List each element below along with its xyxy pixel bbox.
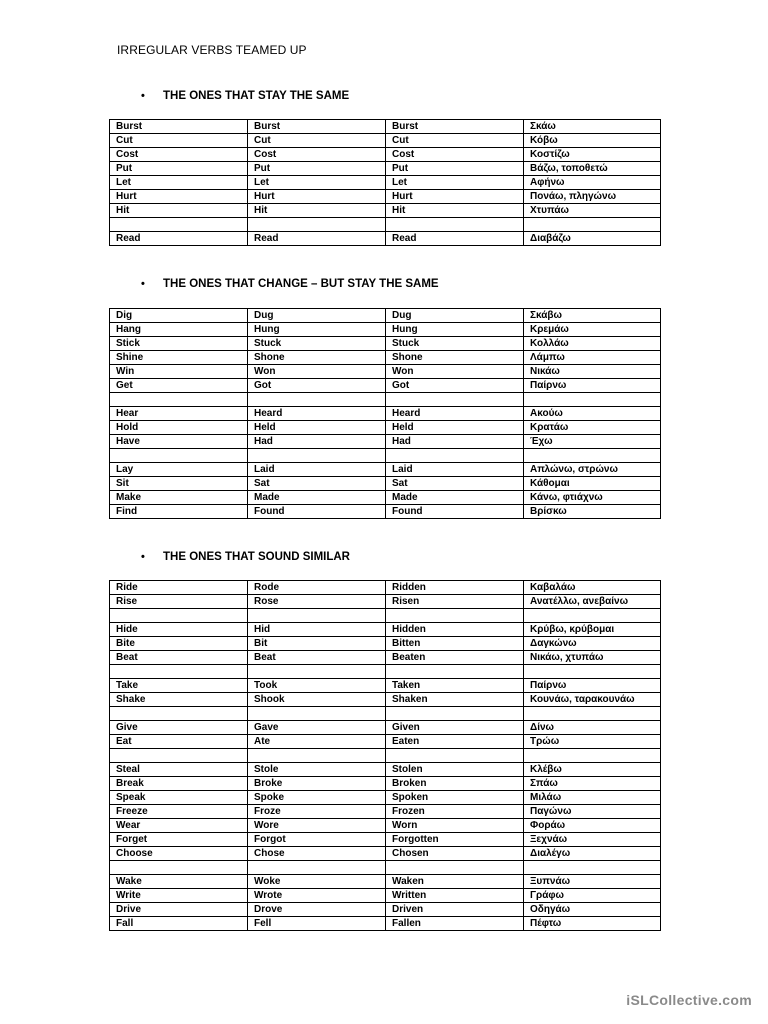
base-form-cell: Forget — [110, 833, 248, 847]
past-participle-cell — [386, 393, 524, 407]
translation-cell — [524, 218, 661, 232]
past-simple-cell: Ate — [248, 735, 386, 749]
table-row — [110, 623, 661, 637]
translation-cell: Απλώνω, στρώνω — [524, 463, 661, 477]
past-simple-cell: Drove — [248, 903, 386, 917]
base-form-cell: Make — [110, 491, 248, 505]
past-simple-cell: Shook — [248, 693, 386, 707]
table-row — [110, 875, 661, 889]
translation-cell: Παίρνω — [524, 379, 661, 393]
translation-cell: Πονάω, πληγώνω — [524, 190, 661, 204]
past-participle-cell — [386, 707, 524, 721]
base-form-cell: Sit — [110, 477, 248, 491]
past-simple-cell — [248, 393, 386, 407]
translation-cell: Κρατάω — [524, 421, 661, 435]
past-simple-cell: Hit — [248, 204, 386, 218]
table-row — [110, 176, 661, 190]
past-simple-cell — [248, 861, 386, 875]
past-simple-cell: Hung — [248, 323, 386, 337]
translation-cell: Κολλάω — [524, 337, 661, 351]
translation-cell: Διαλέγω — [524, 847, 661, 861]
section-heading-text: THE ONES THAT SOUND SIMILAR — [163, 551, 350, 563]
past-participle-cell: Ridden — [386, 581, 524, 595]
base-form-cell: Write — [110, 889, 248, 903]
translation-cell: Φοράω — [524, 819, 661, 833]
past-simple-cell: Hid — [248, 623, 386, 637]
base-form-cell — [110, 707, 248, 721]
table-row — [110, 337, 661, 351]
table-row — [110, 819, 661, 833]
document-title: IRREGULAR VERBS TEAMED UP — [117, 43, 307, 57]
base-form-cell: Hear — [110, 407, 248, 421]
past-participle-cell: Had — [386, 435, 524, 449]
translation-cell: Σκάω — [524, 120, 661, 134]
table-row — [110, 232, 661, 246]
past-simple-cell: Fell — [248, 917, 386, 931]
base-form-cell — [110, 861, 248, 875]
base-form-cell: Have — [110, 435, 248, 449]
past-participle-cell — [386, 218, 524, 232]
base-form-cell: Dig — [110, 309, 248, 323]
past-simple-cell: Spoke — [248, 791, 386, 805]
base-form-cell: Take — [110, 679, 248, 693]
table-row — [110, 421, 661, 435]
translation-cell: Νικάω — [524, 365, 661, 379]
past-participle-cell — [386, 749, 524, 763]
table-row — [110, 861, 661, 875]
past-participle-cell: Worn — [386, 819, 524, 833]
past-simple-cell: Heard — [248, 407, 386, 421]
past-simple-cell — [248, 665, 386, 679]
table-row — [110, 679, 661, 693]
translation-cell: Παίρνω — [524, 679, 661, 693]
table-row — [110, 595, 661, 609]
base-form-cell: Rise — [110, 595, 248, 609]
past-participle-cell: Frozen — [386, 805, 524, 819]
translation-cell: Δίνω — [524, 721, 661, 735]
translation-cell: Κρεμάω — [524, 323, 661, 337]
base-form-cell: Hurt — [110, 190, 248, 204]
bullet-icon: • — [141, 551, 145, 563]
table-row — [110, 463, 661, 477]
past-simple-cell: Beat — [248, 651, 386, 665]
past-participle-cell: Laid — [386, 463, 524, 477]
base-form-cell: Hide — [110, 623, 248, 637]
translation-cell: Ξυπνάω — [524, 875, 661, 889]
base-form-cell: Lay — [110, 463, 248, 477]
past-simple-cell: Rode — [248, 581, 386, 595]
past-participle-cell: Sat — [386, 477, 524, 491]
section-heading-text: THE ONES THAT STAY THE SAME — [163, 90, 350, 102]
past-participle-cell: Put — [386, 162, 524, 176]
table-row — [110, 491, 661, 505]
table-row — [110, 833, 661, 847]
base-form-cell: Beat — [110, 651, 248, 665]
past-participle-cell: Waken — [386, 875, 524, 889]
past-simple-cell: Took — [248, 679, 386, 693]
translation-cell: Ξεχνάω — [524, 833, 661, 847]
past-participle-cell: Heard — [386, 407, 524, 421]
table-row — [110, 791, 661, 805]
past-simple-cell: Made — [248, 491, 386, 505]
past-simple-cell: Stole — [248, 763, 386, 777]
past-simple-cell: Cost — [248, 148, 386, 162]
past-simple-cell: Wore — [248, 819, 386, 833]
base-form-cell — [110, 665, 248, 679]
translation-cell: Σκάβω — [524, 309, 661, 323]
base-form-cell: Break — [110, 777, 248, 791]
table-row — [110, 204, 661, 218]
table-row — [110, 435, 661, 449]
translation-cell: Χτυπάω — [524, 204, 661, 218]
base-form-cell: Read — [110, 232, 248, 246]
table-row — [110, 805, 661, 819]
past-simple-cell: Found — [248, 505, 386, 519]
past-participle-cell: Bitten — [386, 637, 524, 651]
translation-cell: Ανατέλλω, ανεβαίνω — [524, 595, 661, 609]
table-row — [110, 847, 661, 861]
past-simple-cell: Chose — [248, 847, 386, 861]
table-row — [110, 449, 661, 463]
past-simple-cell: Sat — [248, 477, 386, 491]
translation-cell — [524, 707, 661, 721]
past-participle-cell — [386, 861, 524, 875]
translation-cell: Ακούω — [524, 407, 661, 421]
past-participle-cell: Taken — [386, 679, 524, 693]
base-form-cell — [110, 449, 248, 463]
base-form-cell — [110, 609, 248, 623]
base-form-cell: Burst — [110, 120, 248, 134]
past-participle-cell: Hidden — [386, 623, 524, 637]
past-participle-cell: Driven — [386, 903, 524, 917]
bullet-icon: • — [141, 278, 145, 290]
verbs-table-stay-same — [109, 119, 661, 246]
table-row — [110, 379, 661, 393]
base-form-cell — [110, 749, 248, 763]
base-form-cell: Stick — [110, 337, 248, 351]
past-simple-cell: Rose — [248, 595, 386, 609]
past-simple-cell — [248, 707, 386, 721]
table-row — [110, 693, 661, 707]
base-form-cell: Steal — [110, 763, 248, 777]
table-row — [110, 721, 661, 735]
past-simple-cell: Laid — [248, 463, 386, 477]
translation-cell: Κάθομαι — [524, 477, 661, 491]
table-row — [110, 148, 661, 162]
translation-cell — [524, 749, 661, 763]
base-form-cell: Put — [110, 162, 248, 176]
past-simple-cell: Dug — [248, 309, 386, 323]
table-row — [110, 218, 661, 232]
past-participle-cell: Let — [386, 176, 524, 190]
watermark-logo: iSLCollective.com — [626, 992, 752, 1008]
table-row — [110, 651, 661, 665]
past-participle-cell: Fallen — [386, 917, 524, 931]
translation-cell: Δαγκώνω — [524, 637, 661, 651]
past-simple-cell: Put — [248, 162, 386, 176]
past-simple-cell: Gave — [248, 721, 386, 735]
translation-cell: Διαβάζω — [524, 232, 661, 246]
past-participle-cell: Given — [386, 721, 524, 735]
past-participle-cell: Beaten — [386, 651, 524, 665]
table-row — [110, 889, 661, 903]
base-form-cell: Cost — [110, 148, 248, 162]
past-participle-cell: Stolen — [386, 763, 524, 777]
past-participle-cell: Hurt — [386, 190, 524, 204]
translation-cell: Παγώνω — [524, 805, 661, 819]
past-participle-cell: Shaken — [386, 693, 524, 707]
past-participle-cell: Shone — [386, 351, 524, 365]
past-participle-cell: Forgotten — [386, 833, 524, 847]
past-simple-cell: Held — [248, 421, 386, 435]
base-form-cell: Eat — [110, 735, 248, 749]
table-row — [110, 749, 661, 763]
base-form-cell: Shake — [110, 693, 248, 707]
past-participle-cell: Written — [386, 889, 524, 903]
table-row — [110, 735, 661, 749]
translation-cell: Βρίσκω — [524, 505, 661, 519]
translation-cell: Κουνάω, ταρακουνάω — [524, 693, 661, 707]
base-form-cell: Cut — [110, 134, 248, 148]
translation-cell: Τρώω — [524, 735, 661, 749]
table-row — [110, 365, 661, 379]
translation-cell: Πέφτω — [524, 917, 661, 931]
base-form-cell: Win — [110, 365, 248, 379]
base-form-cell: Fall — [110, 917, 248, 931]
translation-cell: Έχω — [524, 435, 661, 449]
base-form-cell — [110, 218, 248, 232]
table-row — [110, 763, 661, 777]
translation-cell: Κάνω, φτιάχνω — [524, 491, 661, 505]
table-row — [110, 393, 661, 407]
translation-cell — [524, 449, 661, 463]
table-row — [110, 407, 661, 421]
section-heading-stay-same — [141, 90, 349, 102]
past-simple-cell: Read — [248, 232, 386, 246]
table-row — [110, 581, 661, 595]
past-participle-cell — [386, 449, 524, 463]
table-row — [110, 637, 661, 651]
base-form-cell — [110, 393, 248, 407]
translation-cell: Κοστίζω — [524, 148, 661, 162]
past-participle-cell: Spoken — [386, 791, 524, 805]
base-form-cell: Drive — [110, 903, 248, 917]
translation-cell: Κρύβω, κρύβομαι — [524, 623, 661, 637]
bullet-icon: • — [141, 90, 145, 102]
table-row — [110, 505, 661, 519]
table-row — [110, 120, 661, 134]
base-form-cell: Shine — [110, 351, 248, 365]
past-simple-cell: Won — [248, 365, 386, 379]
past-participle-cell: Got — [386, 379, 524, 393]
past-participle-cell: Won — [386, 365, 524, 379]
past-simple-cell: Cut — [248, 134, 386, 148]
past-simple-cell: Wrote — [248, 889, 386, 903]
table-row — [110, 903, 661, 917]
base-form-cell: Hold — [110, 421, 248, 435]
table-row — [110, 477, 661, 491]
past-participle-cell: Dug — [386, 309, 524, 323]
past-simple-cell — [248, 218, 386, 232]
past-simple-cell: Froze — [248, 805, 386, 819]
past-simple-cell: Stuck — [248, 337, 386, 351]
past-participle-cell: Risen — [386, 595, 524, 609]
table-row — [110, 162, 661, 176]
section-heading-text: THE ONES THAT CHANGE – BUT STAY THE SAME — [163, 278, 439, 290]
past-simple-cell: Hurt — [248, 190, 386, 204]
base-form-cell: Choose — [110, 847, 248, 861]
table-row — [110, 777, 661, 791]
past-simple-cell: Shone — [248, 351, 386, 365]
translation-cell: Νικάω, χτυπάω — [524, 651, 661, 665]
base-form-cell: Find — [110, 505, 248, 519]
section-heading-change-stay-same — [141, 278, 439, 290]
table-row — [110, 323, 661, 337]
translation-cell: Βάζω, τοποθετώ — [524, 162, 661, 176]
translation-cell: Κόβω — [524, 134, 661, 148]
translation-cell — [524, 609, 661, 623]
base-form-cell: Freeze — [110, 805, 248, 819]
past-simple-cell: Had — [248, 435, 386, 449]
past-participle-cell: Eaten — [386, 735, 524, 749]
past-participle-cell: Read — [386, 232, 524, 246]
verbs-table-sound-similar — [109, 580, 661, 931]
base-form-cell: Speak — [110, 791, 248, 805]
base-form-cell: Wake — [110, 875, 248, 889]
past-participle-cell: Burst — [386, 120, 524, 134]
past-participle-cell: Broken — [386, 777, 524, 791]
translation-cell: Καβαλάω — [524, 581, 661, 595]
past-simple-cell: Broke — [248, 777, 386, 791]
base-form-cell: Bite — [110, 637, 248, 651]
translation-cell: Αφήνω — [524, 176, 661, 190]
past-participle-cell: Found — [386, 505, 524, 519]
past-participle-cell — [386, 665, 524, 679]
table-row — [110, 665, 661, 679]
verbs-table-change-stay-same — [109, 308, 661, 519]
base-form-cell: Get — [110, 379, 248, 393]
past-participle-cell: Hit — [386, 204, 524, 218]
past-simple-cell: Woke — [248, 875, 386, 889]
translation-cell: Λάμπω — [524, 351, 661, 365]
past-simple-cell: Bit — [248, 637, 386, 651]
base-form-cell: Ride — [110, 581, 248, 595]
base-form-cell: Wear — [110, 819, 248, 833]
translation-cell — [524, 861, 661, 875]
translation-cell: Κλέβω — [524, 763, 661, 777]
past-participle-cell: Chosen — [386, 847, 524, 861]
past-simple-cell: Got — [248, 379, 386, 393]
table-row — [110, 609, 661, 623]
past-participle-cell — [386, 609, 524, 623]
base-form-cell: Let — [110, 176, 248, 190]
base-form-cell: Hit — [110, 204, 248, 218]
past-participle-cell: Cut — [386, 134, 524, 148]
base-form-cell: Give — [110, 721, 248, 735]
past-simple-cell: Let — [248, 176, 386, 190]
base-form-cell: Hang — [110, 323, 248, 337]
table-row — [110, 707, 661, 721]
past-simple-cell — [248, 449, 386, 463]
past-simple-cell — [248, 749, 386, 763]
translation-cell: Οδηγάω — [524, 903, 661, 917]
past-participle-cell: Cost — [386, 148, 524, 162]
past-simple-cell: Forgot — [248, 833, 386, 847]
translation-cell: Γράφω — [524, 889, 661, 903]
translation-cell — [524, 665, 661, 679]
past-participle-cell: Held — [386, 421, 524, 435]
past-simple-cell: Burst — [248, 120, 386, 134]
table-row — [110, 309, 661, 323]
table-row — [110, 190, 661, 204]
translation-cell: Μιλάω — [524, 791, 661, 805]
past-participle-cell: Hung — [386, 323, 524, 337]
past-participle-cell: Stuck — [386, 337, 524, 351]
table-row — [110, 351, 661, 365]
past-participle-cell: Made — [386, 491, 524, 505]
past-simple-cell — [248, 609, 386, 623]
section-heading-sound-similar — [141, 551, 350, 563]
translation-cell: Σπάω — [524, 777, 661, 791]
translation-cell — [524, 393, 661, 407]
table-row — [110, 917, 661, 931]
table-row — [110, 134, 661, 148]
